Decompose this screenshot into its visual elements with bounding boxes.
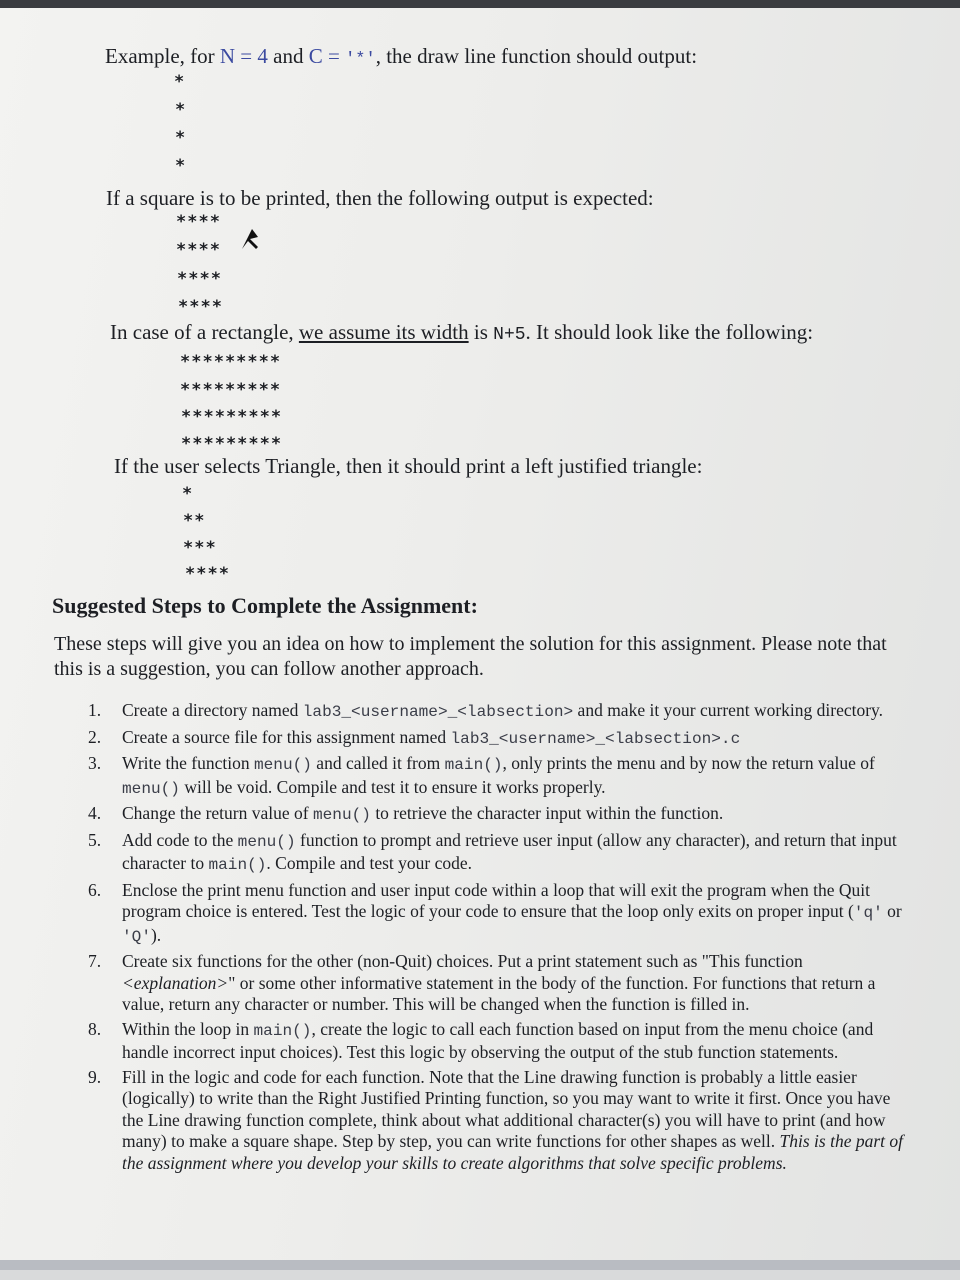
emphasis-text: This is the part of the assignment where you develop your skills to create algorithms that solve specific problems. bbox=[122, 1131, 904, 1173]
step-text: and called it from bbox=[311, 753, 445, 773]
rectangle-output-row: ********* bbox=[181, 434, 283, 454]
line-output-row: * bbox=[175, 156, 187, 176]
step-number: 8. bbox=[88, 1018, 102, 1039]
inline-code: 'q' bbox=[853, 904, 883, 922]
rect-formula: N+5 bbox=[493, 325, 526, 345]
list-item bbox=[88, 753, 908, 800]
square-output-row: **** bbox=[178, 297, 223, 317]
step-text: will be void. Compile and test it to ensure it works properly. bbox=[179, 776, 606, 797]
rectangle-output-row: ********* bbox=[180, 352, 282, 372]
list-item bbox=[88, 700, 908, 724]
step-text: Create a directory named bbox=[122, 700, 303, 720]
step-text: function to prompt and retrieve user input (allow any character), and return that input character to bbox=[122, 829, 897, 873]
line-output-row: * bbox=[174, 72, 186, 92]
triangle-sentence: If the user selects Triangle, then it should print a left justified triangle: bbox=[114, 454, 703, 478]
step-text: Enclose the print menu function and user input code within a loop that will exit the program when the Quit program choice is entered. Test the logic of your code to ensure that the loop only exits on proper input ( bbox=[122, 879, 870, 921]
rectangle-output-row: ********* bbox=[180, 380, 282, 400]
square-output-row: **** bbox=[177, 269, 222, 289]
list-item bbox=[88, 803, 908, 827]
section-heading: Suggested Steps to Complete the Assignment: bbox=[52, 593, 478, 618]
inline-code: lab3_<username>_<labsection>.c bbox=[450, 729, 741, 748]
square-output-row: **** bbox=[176, 212, 221, 232]
rect-underlined: we assume its width bbox=[298, 320, 469, 344]
square-output-row: **** bbox=[176, 240, 221, 260]
step-text: " or some other informative statement in the body of the function. For functions that return a value, return any character or number. This will be changed when the function is filled in. bbox=[122, 972, 876, 1014]
step-number: 6. bbox=[88, 879, 102, 900]
step-number: 5. bbox=[88, 829, 102, 850]
mouse-pointer-icon bbox=[238, 227, 262, 251]
step-text: to retrieve the character input within the function. bbox=[370, 803, 724, 823]
rect-mid: is bbox=[468, 320, 494, 344]
list-item bbox=[88, 880, 908, 949]
rect-prefix: In case of a rectangle, bbox=[110, 320, 299, 344]
n-value: 4 bbox=[257, 44, 268, 68]
triangle-output-row: ** bbox=[183, 511, 206, 531]
list-item bbox=[88, 1067, 908, 1175]
rectangle-output-row: ********* bbox=[181, 407, 283, 427]
step-text: Within the loop in bbox=[122, 1018, 254, 1039]
emphasis-text: <explanation> bbox=[122, 972, 229, 993]
step-number: 9. bbox=[88, 1066, 102, 1087]
step-text: Create six functions for the other (non-Quit) choices. Put a print statement such as "This function bbox=[122, 951, 803, 971]
var-n: N bbox=[219, 44, 236, 68]
inline-code: lab3_<username>_<labsection> bbox=[302, 703, 574, 721]
equals-sign: = bbox=[322, 44, 346, 68]
list-item bbox=[88, 1019, 908, 1064]
intro-sentence bbox=[105, 44, 697, 69]
step-text: and make it your current working directory. bbox=[573, 700, 884, 720]
step-text: ). bbox=[150, 924, 162, 945]
list-item bbox=[88, 951, 908, 1016]
steps-list bbox=[88, 700, 908, 1177]
inline-code: menu() bbox=[122, 779, 180, 798]
inline-code: main() bbox=[253, 1021, 312, 1040]
rectangle-sentence bbox=[110, 320, 813, 345]
step-text: or bbox=[882, 901, 902, 921]
step-number: 4. bbox=[88, 803, 102, 823]
var-c: C bbox=[308, 44, 323, 68]
triangle-output-row: * bbox=[182, 484, 194, 504]
list-item bbox=[88, 727, 908, 751]
step-text: , only prints the menu and by now the return value of bbox=[502, 753, 875, 773]
square-sentence: If a square is to be printed, then the following output is expected: bbox=[106, 186, 654, 210]
triangle-output-row: *** bbox=[183, 538, 217, 558]
step-number: 1. bbox=[88, 700, 102, 720]
inline-code: 'Q' bbox=[122, 927, 151, 946]
step-text: Write the function bbox=[122, 753, 254, 773]
step-text: Create a source file for this assignment named bbox=[122, 726, 451, 747]
document-page bbox=[0, 8, 960, 1270]
step-text: Change the return value of bbox=[122, 803, 313, 823]
step-number: 3. bbox=[88, 753, 102, 773]
inline-code: menu() bbox=[312, 806, 371, 824]
rect-suffix: . It should look like the following: bbox=[525, 320, 814, 344]
equals-sign: = bbox=[235, 44, 258, 68]
intro-suffix: , the draw line function should output: bbox=[375, 44, 698, 68]
intro-prefix: Example, for bbox=[105, 44, 220, 68]
c-value: '*' bbox=[345, 50, 376, 69]
screen-bottom-edge bbox=[0, 1260, 960, 1270]
inline-code: menu() bbox=[237, 832, 296, 851]
line-output-row: * bbox=[175, 128, 187, 148]
triangle-output-row: **** bbox=[185, 564, 230, 584]
step-number: 2. bbox=[88, 726, 102, 747]
step-text: , create the logic to call each function based on input from the menu choice (and handle incorrect input choices). Test this logic by observing the output of the stub function statements. bbox=[122, 1018, 874, 1062]
step-text: . Compile and test your code. bbox=[266, 853, 473, 873]
list-item bbox=[88, 830, 908, 877]
inline-code: main() bbox=[444, 756, 503, 774]
step-text: Fill in the logic and code for each function. Note that the Line drawing function is probably a little easier (logically) to write than the Right Justified Printing function, so you may want to write it first. Once you have the Line drawing function complete, think about what additional character(s) you will have to print (and how many) to make a square shape. Step by step, you can write functions for other shapes as well. bbox=[122, 1066, 891, 1151]
step-text: Add code to the bbox=[122, 829, 238, 850]
step-number: 7. bbox=[88, 951, 102, 971]
screen-top-edge bbox=[0, 0, 960, 8]
inline-code: main() bbox=[208, 856, 267, 874]
intro-paragraph: These steps will give you an idea on how to implement the solution for this assignment. Please note that this is a suggestion, you can follow another approach. bbox=[54, 633, 887, 680]
line-output-row: * bbox=[175, 100, 187, 120]
and-text: and bbox=[267, 44, 309, 68]
inline-code: menu() bbox=[253, 756, 312, 774]
